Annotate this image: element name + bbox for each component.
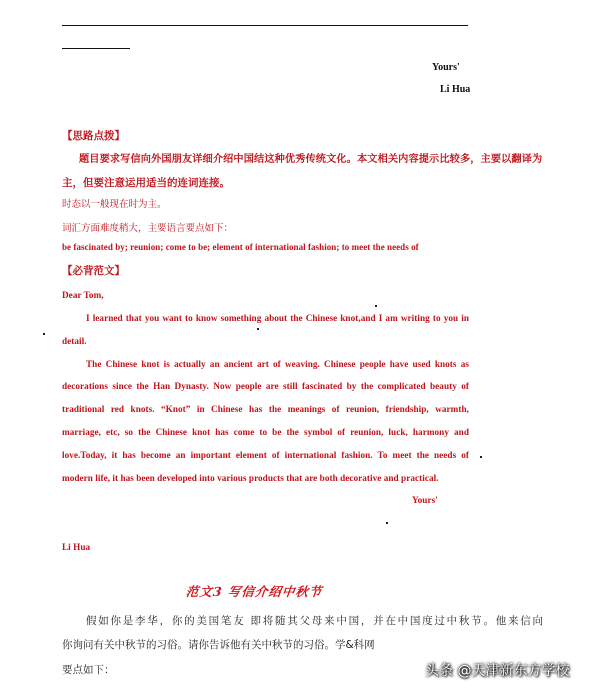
letter-closing: Yours' <box>412 495 438 505</box>
letter-p2-line-3: traditional red knots. “Knot” in Chinese has the meanings of reunion, friendship, warmth, <box>62 404 469 414</box>
previous-signature: Li Hua <box>440 84 471 95</box>
vocab-note: 词汇方面难度稍大，主要语言要点如下： <box>62 223 234 234</box>
scan-speck <box>257 328 259 330</box>
letter-signature: Li Hua <box>62 542 91 552</box>
section-title: 范文3 写信介绍中秋节 <box>185 584 324 599</box>
letter-p2-line-6: modern life, it has been developed into various products that are both decorative and practical. <box>62 473 439 483</box>
prompt-line-1: 假如你是李华，你的美国笔友 即将随其父母来中国，并在中国度过中秋节。他来信向 <box>86 615 543 627</box>
letter-p1-line-1: I learned that you want to know something about the Chinese knot,and I am writing to you in <box>86 313 469 323</box>
guide-line-1: 题目要求写信向外国朋友详细介绍中国结这种优秀传统文化。本文相关内容提示比较多，主要以翻译为 <box>79 154 542 165</box>
letter-p1-line-2: detail. <box>62 336 87 346</box>
scan-speck <box>43 333 45 335</box>
guide-heading: 【思路点拨】 <box>62 130 125 142</box>
letter-p2-line-4: marriage, etc, so the Chinese knot has come to be the symbol of reunion, luck, harmony and <box>62 427 469 437</box>
platform-watermark: 头条 @天津新东方学校 <box>425 663 570 679</box>
sample-heading: 【必背范文】 <box>62 265 125 277</box>
answer-line-short <box>62 48 130 49</box>
tense-note: 时态以一般现在时为主。 <box>62 199 167 210</box>
letter-p2-line-5: love.Today, it has become an important element of international fashion. To meet the needs of <box>62 450 469 460</box>
letter-p2-line-1: The Chinese knot is actually an ancient art of weaving. Chinese people have used knots as <box>86 359 469 369</box>
prompt-line-2: 你询问有关中秋节的习俗。请你告诉他有关中秋节的习俗。学&科网 <box>62 639 375 651</box>
vocab-points: be fascinated by; reunion; come to be; element of international fashion; to meet the needs of <box>62 242 419 252</box>
answer-line <box>62 25 468 26</box>
points-label: 要点如下： <box>62 664 115 676</box>
letter-p2-line-2: decorations since the Han Dynasty. Now people are still fascinated by the complicated beauty of <box>62 381 469 391</box>
guide-line-2: 主，但要注意运用适当的连词连接。 <box>62 177 230 189</box>
scan-speck <box>386 522 388 524</box>
scan-speck <box>480 456 482 458</box>
scan-speck <box>375 305 377 307</box>
previous-closing: Yours' <box>432 62 460 73</box>
letter-greeting: Dear Tom, <box>62 290 104 300</box>
